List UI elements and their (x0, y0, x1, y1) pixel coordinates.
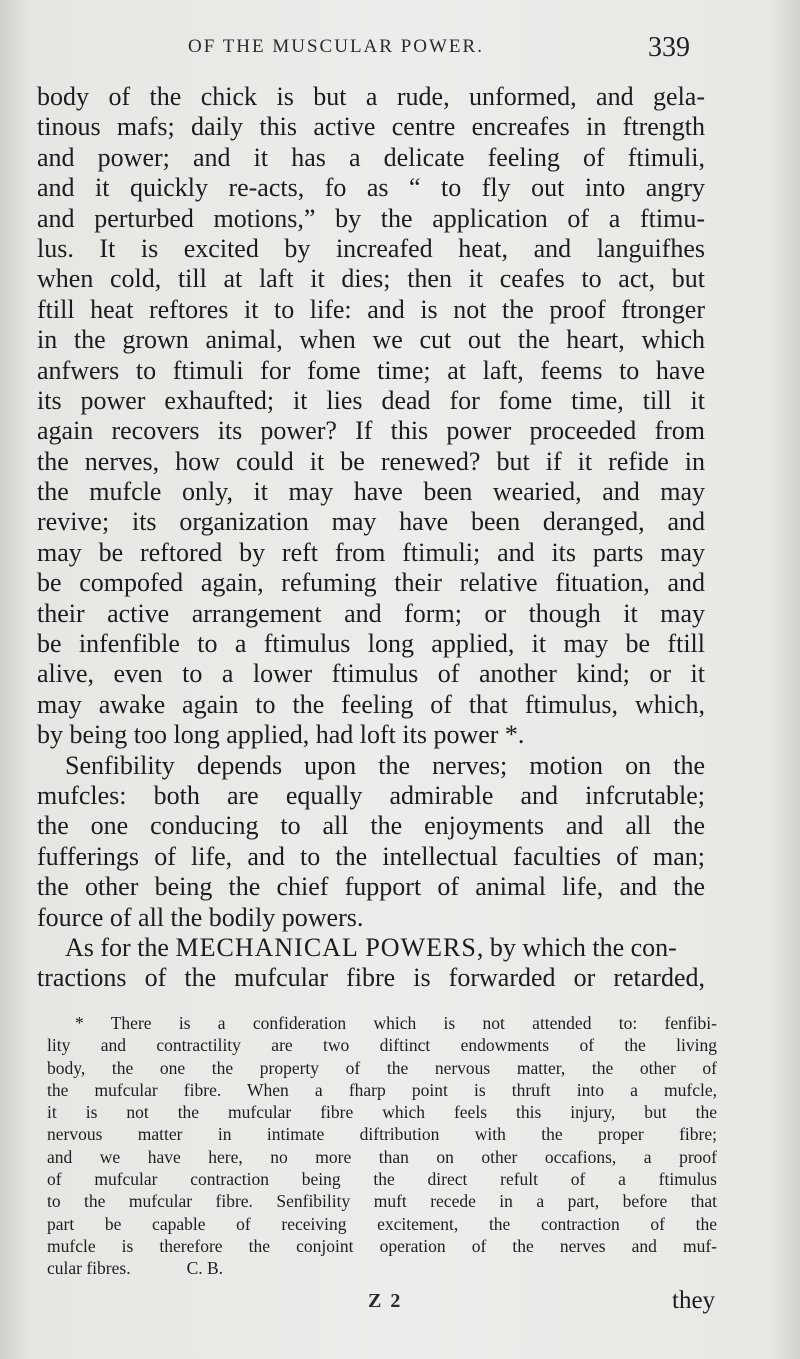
footnote-line: nervous matter in intimate diftribution with the proper fibre; (47, 1124, 717, 1145)
footnote-signature: C. B. (186, 1258, 224, 1279)
text-line: and perturbed motions,” by the application of a ftimu- (37, 203, 705, 233)
text-fragment: , by which the con- (476, 932, 677, 962)
text-line: the one conducing to all the enjoyments and all the (37, 811, 705, 841)
footnote-line: * There is a confideration which is not attended to: fenfibi- (75, 1013, 717, 1033)
text-fragment: As for the (65, 932, 176, 962)
footnote (47, 1012, 717, 1280)
body-text (37, 82, 705, 994)
text-line: its power exhaufted; it lies dead for fome time, till it (37, 385, 705, 415)
footnote-line: body, the one the property of the nervous matter, the other of (47, 1057, 717, 1078)
text-line: may awake again to the feeling of that ftimulus, which, (37, 689, 705, 719)
text-line: anfwers to ftimuli for fome time; at laft, feems to have (37, 355, 705, 385)
footnote-line (47, 1257, 717, 1279)
text-line: when cold, till at laft it dies; then it ceafes to act, but (37, 264, 705, 294)
footnote-line: to the mufcular fibre. Senfibility muft recede in a part, before that (47, 1191, 717, 1212)
footnote-line: and we have here, no more than on other occafions, a proof (47, 1146, 717, 1167)
text-line: revive; its organization may have been deranged, and (37, 507, 705, 537)
text-line: tractions of the mufcular fibre is forwarded or retarded, (37, 963, 705, 993)
page-header (0, 30, 800, 70)
text-line: be compofed again, refuming their relative fituation, and (37, 568, 705, 598)
text-line: and it quickly re-acts, fo as “ to fly out into angry (37, 173, 705, 203)
text-line: the mufcle only, it may have been wearied, and may (37, 477, 705, 507)
text-line: again recovers its power? If this power proceeded from (37, 416, 705, 446)
page-footer (0, 1282, 800, 1322)
text-line: the nerves, how could it be renewed? but if it refide in (37, 446, 705, 476)
text-line: ftill heat reftores it to life: and is not the proof ftronger (37, 294, 705, 324)
catchword: they (672, 1287, 716, 1314)
footnote-line: it is not the mufcular fibre which feels this injury, but the (47, 1102, 717, 1123)
footnote-line: part be capable of receiving excitement, the contraction of the (47, 1213, 717, 1234)
footnote-line: lity and contractility are two diftinct endowments of the living (47, 1035, 717, 1056)
text-line: mufcles: both are equally admirable and infcrutable; (37, 780, 705, 810)
footnote-line: of mufcular contraction being the direct refult of a ftimulus (47, 1169, 717, 1190)
text-line (37, 933, 705, 963)
footnote-line: the mufcular fibre. When a fharp point is thruft into a mufcle, (47, 1079, 717, 1100)
text-line: and power; and it has a delicate feeling of ftimuli, (37, 142, 705, 172)
text-line: be infenfible to a ftimulus long applied, it may be ftill (37, 629, 705, 659)
page-number: 339 (648, 32, 690, 63)
text-line: the other being the chief fupport of animal life, and the (37, 872, 705, 902)
text-line: tinous mafs; daily this active centre encreafes in ftrength (37, 112, 705, 142)
text-line: body of the chick is but a rude, unformed, and gela- (37, 82, 705, 111)
text-line: fufferings of life, and to the intellectual faculties of man; (37, 841, 705, 871)
text-line: alive, even to a lower ftimulus of another kind; or it (37, 659, 705, 689)
text-line: lus. It is excited by increafed heat, and languifhes (37, 233, 705, 263)
text-line: in the grown animal, when we cut out the heart, which (37, 325, 705, 355)
text-fragment: cular fibres. (47, 1258, 131, 1279)
small-caps-term: MECHANICAL POWERS (175, 932, 477, 962)
footnote-line: mufcle is therefore the conjoint operation of the nerves and muf- (47, 1235, 717, 1256)
running-head: OF THE MUSCULAR POWER. (188, 36, 484, 57)
signature-mark: Z 2 (368, 1290, 403, 1312)
text-line: fource of all the bodily powers. (37, 902, 364, 932)
text-line: Senfibility depends upon the nerves; motion on the (65, 750, 705, 780)
text-line: by being too long applied, had loft its power *. (37, 720, 525, 750)
text-line: their active arrangement and form; or though it may (37, 598, 705, 628)
text-line: may be reftored by reft from ftimuli; and its parts may (37, 537, 705, 567)
